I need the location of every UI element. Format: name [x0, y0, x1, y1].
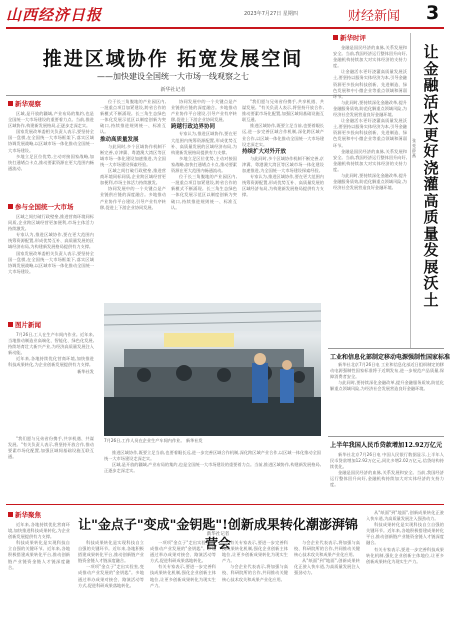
lead-column-1	[8, 111, 94, 199]
factory-photo-illustration	[104, 303, 321, 436]
paragraph: 一项项"金点子"走出实验室,变成推动产业发展的"金钥匙"。多地通过举办成果对接会、路演活动等方式,促进科研成果落地转化。	[78, 564, 144, 588]
tag-label: 新华聚焦	[15, 511, 41, 519]
square-icon	[333, 35, 338, 40]
paragraph: 区域,是开放的疆域,产业布局的集约,也是全国统一大市场建设的重要着力点。当前,推进区域协作,构建新发展格局,正逐步走深走实。	[8, 111, 94, 129]
bottom-headline: 让"金点子"变成"金钥匙"!创新成果转化潮澎湃锦营会	[78, 518, 358, 552]
paragraph: 国家发展改革委相关负责人表示,要坚持全国一盘棋,在全国统一大市场框架下,落实区域协调发展战略,以区域市场一体化推动全国统一大市场建设。	[8, 129, 94, 153]
tag-xinhua-observe	[8, 99, 41, 109]
paragraph: 科技成果转化是实现科技自立自强的关键环节。近年来,各地积极搭建成果转化平台,推动创新链产业链资金链人才链深度融合。	[8, 540, 70, 570]
section-heading: 跨越行政边界协同	[171, 124, 216, 131]
commentary-body	[333, 45, 407, 345]
paragraph: 从"纸面"到"地面",创新成果转化正驶入快车道,为高质量发展注入强劲动力。	[294, 558, 360, 576]
left-continued	[8, 436, 94, 494]
lead-column-3	[171, 99, 237, 299]
tag-unified-market	[8, 202, 74, 212]
tag-label: 图片新闻	[15, 321, 41, 329]
divider	[410, 33, 411, 348]
paragraph: 区域之间打破行政壁垒,推进营商环境同标同质,企业跨区域经营更加便利,市场主体活力持续激发。	[100, 168, 166, 186]
bottom-column-2	[150, 540, 216, 636]
photo-caption	[104, 438, 321, 444]
tag-label: 参与全国统一大市场	[15, 203, 74, 211]
credit: 新华社发	[77, 368, 94, 374]
paragraph: 一项项"金点子"走出实验室,变成推动产业发展的"金钥匙"。多地通过举办成果对接会、路演活动等方式,促进科研成果落地转化。	[150, 540, 216, 564]
paragraph: 有关专家表示,要进一步完善科技成果转化机制,强化企业创新主体地位,让更多创新成果转化为现实生产力。	[366, 546, 444, 564]
square-icon	[8, 101, 13, 106]
section-title: 财经新闻	[348, 9, 401, 24]
paragraph: 7月26日,工人在生产车间内作业。近年来,当地推动制造业高端化、智能化、绿色化发展,持续培育壮大新兴产业,为经济高质量发展注入新动能。	[8, 332, 94, 356]
brief-1-title: 工业和信息化部制定移动电源强制性国家标准	[330, 354, 450, 361]
paragraph: 与此同时,要持续深化金融改革,提升金融服务质效,防范化解重点领域风险,为经济社会发展营造良好金融环境。	[333, 99, 407, 118]
paragraph: 金融是国民经济的血脉,关系发展和安全。当前,我国经济运行整体回升向好,金融机构持续加大对实体经济的支持力度。	[333, 148, 407, 172]
paragraph: "我们愿与兄弟省份携手,共享机遇、共谋发展。"有关负责人表示,将坚持开放合作,推动要素市场化配置,加强区域间基础设施互联互通。	[8, 436, 94, 460]
photo-credit: 新华社发	[185, 438, 203, 443]
paragraph: 国家发展改革委相关负责人表示,要坚持全国一盘棋,在全国统一大市场框架下,落实区域协调发展战略,以区域市场一体化推动全国统一大市场建设。	[8, 250, 94, 274]
tag-label: 新华观察	[15, 100, 41, 108]
square-icon	[8, 322, 13, 327]
divider	[328, 348, 444, 349]
paragraph: 从"纸面"到"地面",创新成果转化正驶入快车道,为高质量发展注入强劲动力。	[366, 510, 444, 522]
bottom-column-5	[366, 510, 444, 636]
paragraph: 多地立足区位优势,主动对接国家战略,加快打通堵点卡点,推动要素资源在更大范围内畅通流动。	[8, 153, 94, 171]
paragraph: "我们愿与兄弟省份携手,共享机遇、共谋发展。"有关负责人表示,将坚持开放合作,推动要素市场化配置,加强区域间基础设施互联互通。	[242, 99, 324, 123]
paragraph: 专家认为,推进区域协作,要在更大范围内统筹资源配置,形成优势互补、高质量发展的区域经济布局,为构建新发展格局提供有力支撑。	[8, 232, 94, 250]
paragraph: 有关专家表示,要进一步完善科技成果转化机制,强化企业创新主体地位,让更多创新成果转化为现实生产力。	[150, 564, 216, 588]
paragraph: 与此同时,多个区域协作机制不断完善,京津冀、粤港澳大湾区等区域市场一体化建设加速推进,为全国统一大市场建设探索经验。	[242, 155, 324, 174]
tag-xinhua-commentary	[333, 33, 366, 43]
lead-continued	[104, 450, 321, 500]
issue-date-line: 2023年7月27日 星期四	[244, 11, 298, 17]
paragraph: 推进区域协作,既要立足当前,也要着眼长远,进一步完善区域合作机制,深化跨区域产业合作,以区域一体化推动全国统一大市场建设走深走实。	[104, 450, 321, 462]
square-icon	[8, 204, 13, 209]
bottom-column-4	[294, 540, 360, 636]
paragraph: 金融是国民经济的血脉,关系发展和安全。当前,我国经济运行整体回升向好,金融机构持续加大对实体经济的支持力度。	[333, 45, 407, 69]
paragraph: 新华社北京7月26日电 工业和信息化部近日组织制定的移动电源强制性国家标准将于近期发布,进一步规范产品质量,保障消费者安全。	[330, 362, 444, 380]
paragraph: 多地立足区位优势,主动对接国家战略,加快打通堵点卡点,推动要素资源在更大范围内畅通流动。	[171, 155, 237, 174]
tag-picture-news	[8, 320, 41, 330]
bottom-left-text	[8, 522, 70, 636]
picture-news-text	[8, 332, 94, 434]
paragraph: 区域,是开放的疆域,产业布局的集约,也是全国统一大市场建设的重要着力点。当前,推进区域协作,构建新发展格局,正逐步走深走实。	[104, 462, 321, 474]
bottom-byline: 新华社记者	[206, 532, 230, 537]
lead-byline: 新华社记者	[160, 87, 186, 93]
paragraph: 科技成果转化是实现科技自立自强的关键环节。近年来,各地积极搭建成果转化平台,推动创新链产业链资金链人才链深度融合。	[78, 540, 144, 564]
masthead-rule	[6, 27, 444, 29]
divider	[328, 436, 444, 437]
bottom-column-1	[78, 540, 144, 636]
lead-column-4	[242, 99, 324, 299]
divider	[6, 504, 444, 505]
paragraph: 让金融活水更好浇灌高质量发展沃土,要坚持以服务实体经济为本,引导金融资源更多投向科技创新、先进制造、绿色发展和中小微企业等重点领域和薄弱环节。	[333, 69, 407, 99]
paragraph: 与会企业代表表示,将加强与高校、科研院所的合作,共同推动关键核心技术攻关和成果产业化应用。	[294, 540, 360, 558]
brief-2-title: 上半年我国人民币贷款增加12.92万亿元	[330, 442, 443, 449]
brief-1-text	[330, 362, 444, 434]
paragraph: 与此同时,要持续深化金融改革,提升金融服务质效,防范化解重点领域风险,为经济社会发展营造良好金融环境。	[330, 380, 444, 392]
newspaper-logo: 山西经济日报	[6, 6, 103, 24]
brief-2-text	[330, 452, 444, 502]
tag-xinhua-focus	[8, 510, 41, 520]
commentary-vertical-headline: 让金融活水更好浇灌高质量发展沃土	[423, 43, 439, 309]
paragraph: 专家认为,推进区域协作,要在更大范围内统筹资源配置,形成优势互补、高质量发展的区域经济布局,为构建新发展格局提供有力支撑。	[171, 131, 237, 155]
masthead	[6, 4, 444, 26]
tag-label: 新华时评	[340, 34, 366, 42]
commentary-byline: 张亮 薛燕	[412, 138, 416, 158]
paragraph: 与会企业代表表示,将加强与高校、科研院所的合作,共同推动关键核心技术攻关和成果产业化应用。	[222, 564, 288, 582]
paragraph: 区域之间打破行政壁垒,推进营商环境同标同质,企业跨区域经营更加便利,市场主体活力持续激发。	[8, 214, 94, 232]
paragraph: 位于长三角腹地的产业园区内,一批重点项目加紧建设,跨省合作的新模式不断涌现。长三角生态绿色一体化发展示范区以制度创新为突破口,持续推进规则统一、标准互认。	[171, 174, 237, 210]
paragraph: 与此同时,要持续深化金融改革,提升金融服务质效,防范化解重点领域风险,为经济社会发展营造良好金融环境。	[333, 172, 407, 191]
paragraph: 协同发展中的一个关键点是产业链供应链的深度融合。多地推动产业协作平台建设,引导产业有序转移,促进上下游企业协同发展。	[100, 186, 166, 210]
paragraph: 新华社北京7月26日电 中国人民银行数据显示,上半年人民币贷款增加12.92万亿元,同比多增2.02万亿元,信贷结构持续优化。	[330, 452, 444, 470]
section-heading: 持续扩大对外开放	[242, 148, 287, 155]
page-number: 3	[426, 2, 440, 24]
bottom-column-3	[222, 540, 288, 636]
paragraph: 金融是国民经济的血脉,关系发展和安全。当前,我国经济运行整体回升向好,金融机构持续加大对实体经济的支持力度。	[330, 470, 444, 488]
lead-column-2	[100, 99, 166, 299]
paragraph: 与此同时,多个区域协作机制不断完善,京津冀、粤港澳大湾区等区域市场一体化建设加速推进,为全国统一大市场建设探索经验。	[100, 143, 166, 167]
section-heading: 推动高质量发展	[100, 136, 139, 143]
paragraph: 位于长三角腹地的产业园区内,一批重点项目加紧建设,跨省合作的新模式不断涌现。长三角生态绿色一体化发展示范区以制度创新为突破口,持续推进规则统一、标准互认。	[100, 99, 166, 135]
lead-headline: 推进区域协作 拓宽发展空间	[42, 48, 304, 70]
paragraph: 有关专家表示,要进一步完善科技成果转化机制,强化企业创新主体地位,让更多创新成果转化为现实生产力。	[222, 540, 288, 564]
paragraph: 推进区域协作,既要立足当前,也要着眼长远,进一步完善区域合作机制,深化跨区域产业合作,以区域一体化推动全国统一大市场建设走深走实。	[242, 123, 324, 147]
square-icon	[8, 512, 13, 517]
paragraph: 近年来,各地持续优化营商环境,加快推进科技成果转化,为企业创新发展提供有力支撑。	[8, 356, 94, 368]
paragraph: 让金融活水更好浇灌高质量发展沃土,要坚持以服务实体经济为本,引导金融资源更多投向科技创新、先进制造、绿色发展和中小微企业等重点领域和薄弱环节。	[333, 118, 407, 148]
paragraph: 科技成果转化是实现科技自立自强的关键环节。近年来,各地积极搭建成果转化平台,推动创新链产业链资金链人才链深度融合。	[366, 522, 444, 546]
paragraph: 专家认为,推进区域协作,要在更大范围内统筹资源配置,形成优势互补、高质量发展的区域经济布局,为构建新发展格局提供有力支撑。	[242, 174, 324, 198]
paragraph: 近年来,各地持续优化营商环境,加快推进科技成果转化,为企业创新发展提供有力支撑。	[8, 522, 70, 540]
paragraph: 协同发展中的一个关键点是产业链供应链的深度融合。多地推动产业协作平台建设,引导产业有序转移,促进上下游企业协同发展。	[171, 99, 237, 123]
factory-photo	[104, 303, 321, 436]
photo-caption-text: 7月26日,工作人员在企业生产车间内作业。	[104, 438, 185, 443]
lead-column-1b	[8, 214, 94, 314]
lead-subhead: ——加快建设全国统一大市场一线观察之七	[97, 72, 249, 81]
